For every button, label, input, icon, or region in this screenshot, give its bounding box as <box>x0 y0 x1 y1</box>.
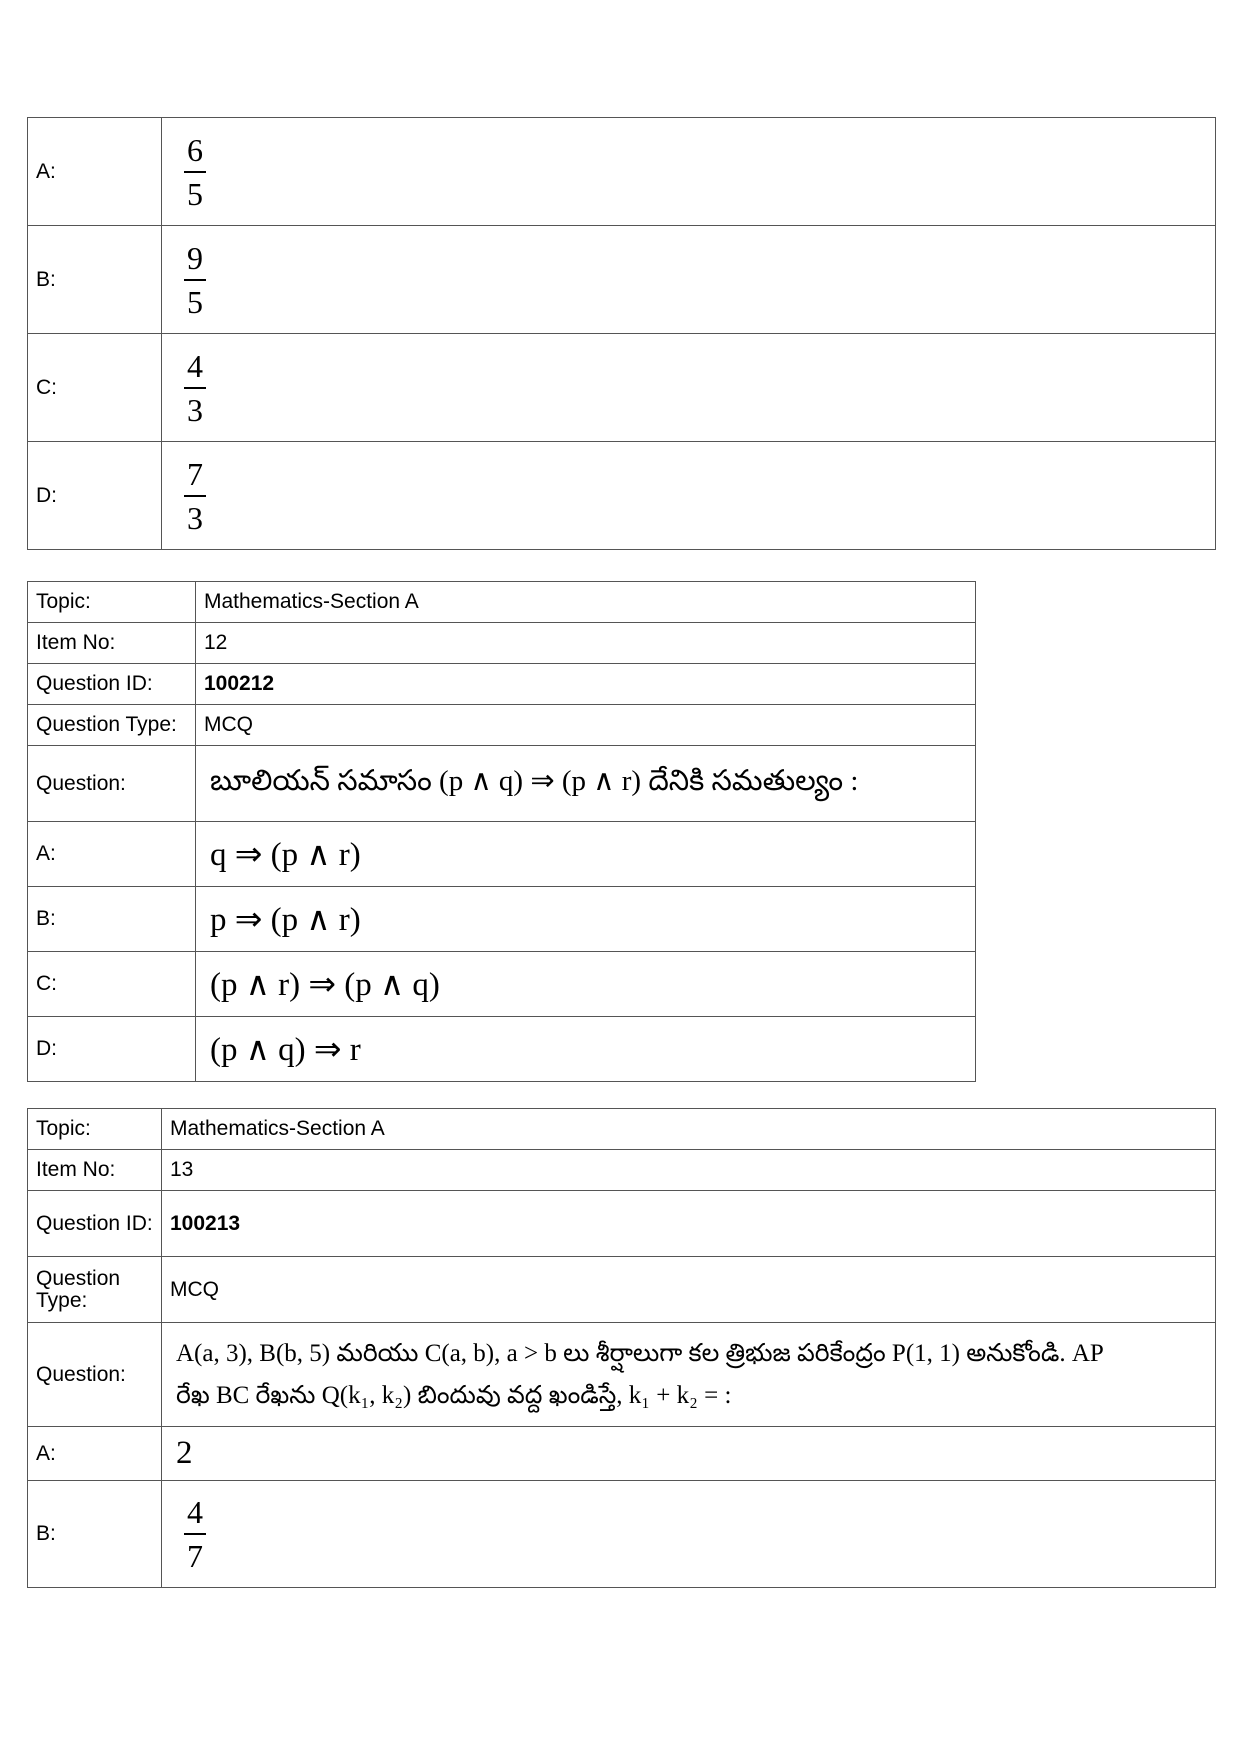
question-type-label: Question Type: <box>28 705 196 746</box>
option-value: q ⇒ (p ∧ r) <box>196 822 976 887</box>
option-row-a <box>28 822 976 887</box>
numerator: 7 <box>187 455 203 492</box>
option-value <box>162 226 1216 334</box>
item-label: Item No: <box>28 623 196 664</box>
question-id-label: Question ID: <box>28 1191 162 1257</box>
question-label: Question: <box>28 1323 162 1427</box>
question-line-1: A(a, 3), B(b, 5) మరియు C(a, b), a > b లు శీర్షాలుగా కల త్రిభుజ పరికేంద్రం P(1, 1) అనుకోండి. AP <box>176 1339 1104 1367</box>
question-label: Question: <box>28 746 196 822</box>
denominator: 5 <box>187 283 203 320</box>
option-value <box>162 118 1216 226</box>
option-value <box>162 334 1216 442</box>
question-text: బూలియన్ సమాసం (p ∧ q) ⇒ (p ∧ r) దేనికి సమతుల్యం : <box>196 746 976 822</box>
question-type-row <box>28 1257 1216 1323</box>
denominator: 3 <box>187 391 203 428</box>
numerator: 9 <box>187 239 203 276</box>
question-text <box>162 1323 1216 1427</box>
numerator: 4 <box>187 347 203 384</box>
item-row <box>28 623 976 664</box>
topic-row <box>28 582 976 623</box>
item-value: 12 <box>196 623 976 664</box>
question-id-value: 100213 <box>162 1191 1216 1257</box>
option-label: D: <box>28 1017 196 1082</box>
option-value <box>162 1481 1216 1588</box>
question-type-value: MCQ <box>196 705 976 746</box>
question-id-label: Question ID: <box>28 664 196 705</box>
option-row-a <box>28 118 1216 226</box>
question-id-row <box>28 664 976 705</box>
option-row-c <box>28 334 1216 442</box>
question-table-12 <box>27 581 976 1082</box>
numerator: 4 <box>187 1494 203 1530</box>
denominator: 5 <box>187 175 203 212</box>
option-label: C: <box>28 334 162 442</box>
option-row-c <box>28 952 976 1017</box>
item-label: Item No: <box>28 1150 162 1191</box>
option-label: B: <box>28 887 196 952</box>
option-value: (p ∧ r) ⇒ (p ∧ q) <box>196 952 976 1017</box>
option-row-d <box>28 442 1216 550</box>
topic-label: Topic: <box>28 582 196 623</box>
numerator: 6 <box>187 131 203 168</box>
item-value: 13 <box>162 1150 1216 1191</box>
options-table-prev <box>27 117 1216 550</box>
topic-label: Topic: <box>28 1109 162 1150</box>
option-label: A: <box>28 118 162 226</box>
option-label: B: <box>28 1481 162 1588</box>
option-label: C: <box>28 952 196 1017</box>
question-type-value: MCQ <box>162 1257 1216 1323</box>
topic-value: Mathematics-Section A <box>162 1109 1216 1150</box>
option-row-b <box>28 1481 1216 1588</box>
option-label: B: <box>28 226 162 334</box>
option-row-b <box>28 226 1216 334</box>
item-row <box>28 1150 1216 1191</box>
fraction <box>184 456 206 536</box>
question-type-row <box>28 705 976 746</box>
option-label: D: <box>28 442 162 550</box>
denominator: 3 <box>187 499 203 536</box>
fraction <box>184 240 206 320</box>
option-value: p ⇒ (p ∧ r) <box>196 887 976 952</box>
question-row <box>28 1323 1216 1427</box>
option-row-b <box>28 887 976 952</box>
option-label: A: <box>28 822 196 887</box>
option-value <box>162 442 1216 550</box>
question-type-label: Question Type: <box>28 1257 162 1323</box>
question-line-2: రేఖ BC రేఖను Q(k₁, k₂) బిందువు వద్ద ఖండిస్తే, k₁ + k₂ = : <box>176 1381 732 1409</box>
question-id-value: 100212 <box>196 664 976 705</box>
question-id-row <box>28 1191 1216 1257</box>
denominator: 7 <box>187 1538 203 1574</box>
option-value: (p ∧ q) ⇒ r <box>196 1017 976 1082</box>
fraction <box>184 132 206 212</box>
question-row <box>28 746 976 822</box>
option-label: A: <box>28 1427 162 1481</box>
topic-value: Mathematics-Section A <box>196 582 976 623</box>
fraction <box>184 1494 206 1574</box>
option-row-d <box>28 1017 976 1082</box>
question-table-13 <box>27 1108 1216 1588</box>
fraction <box>184 348 206 428</box>
topic-row <box>28 1109 1216 1150</box>
option-value: 2 <box>162 1427 1216 1481</box>
option-row-a <box>28 1427 1216 1481</box>
